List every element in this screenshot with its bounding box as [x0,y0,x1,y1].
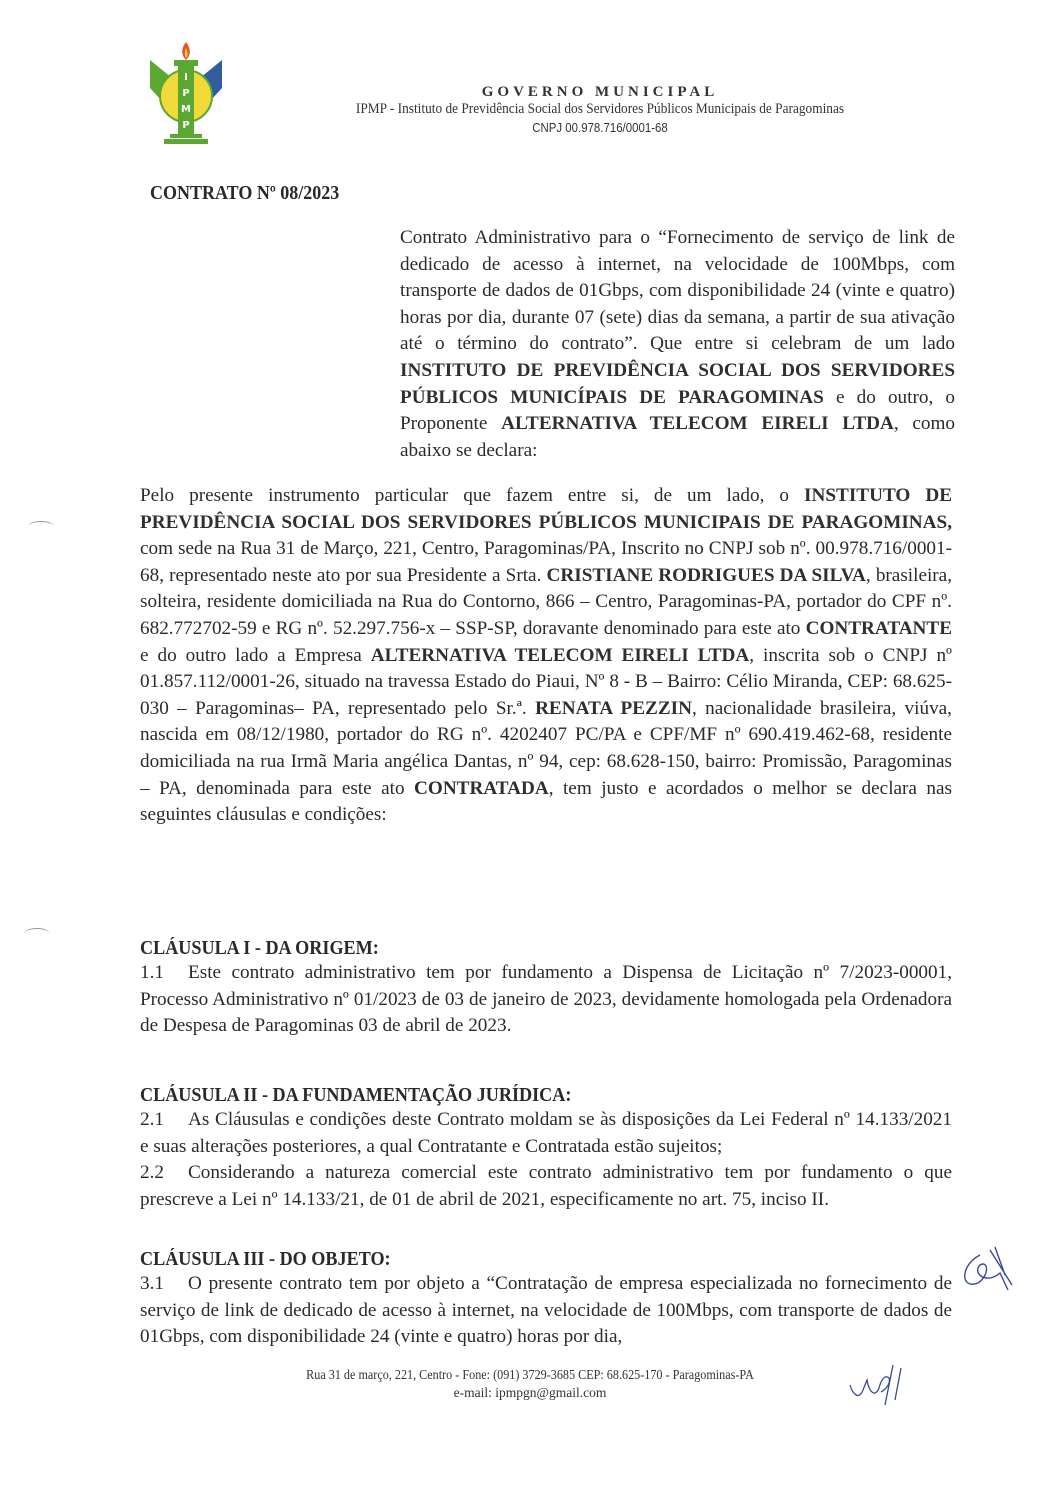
institute-cnpj: CNPJ 00.978.716/0001-68 [532,120,668,135]
body-text: com sede na Rua 31 de Março, 221, Centro, Paragominas/PA, Inscrito no CNPJ sob nº. 00.978.716/0001-68, representado neste ato por sua Presidente a Srta. [140,538,952,586]
item-text: O presente contrato tem por objeto a “Contratação de empresa especializada no fornecimento de serviço de link de dedicado de acesso à internet, na velocidade de 100Mbps, com transporte de dados de 01Gbps, com disponibilidade 24 (vinte e quatro) horas por dia, [140,1273,952,1348]
body-text: , tem justo e acordados o melhor se declara nas seguintes cláusulas e condições: [140,777,952,826]
preamble-text: , como abaixo se declara: [400,413,955,461]
clause-item [140,960,952,1040]
footer-address: Rua 31 de março, 221, Centro - Fone: (091) 3729-3685 CEP: 68.625-170 - Paragominas-PA [306,1367,754,1382]
item-text: As Cláusulas e condições deste Contrato moldam se às disposições da Lei Federal nº 14.133/2021 e suas alterações posteriores, a qual Contratante e Contratada estão sujeitos; [140,1109,952,1157]
footer-email: e-mail: ipmpgn@gmail.com [453,1385,607,1400]
government-title: GOVERNO MUNICIPAL [481,84,719,100]
svg-text:I: I [184,72,188,83]
svg-text:P: P [182,120,190,131]
clause-title: CLÁUSULA II - DA FUNDAMENTAÇÃO JURÍDICA: [140,1085,572,1106]
contract-number: CONTRATO Nº 08/2023 [150,182,340,204]
contratada-label: CONTRATADA [414,777,549,799]
body-text: e do outro lado a Empresa [140,644,371,666]
institute-name: IPMP - Instituto de Previdência Social dos Servidores Públicos Municipais de Paragominas [355,101,845,117]
clause-title: CLÁUSULA I - DA ORIGEM: [140,938,379,959]
clause-3 [140,1249,952,1351]
ipmp-logo [146,40,226,152]
representative-name: RENATA PEZZIN [535,697,692,719]
parties-paragraph [140,483,952,829]
punch-hole-mark [24,928,50,939]
clause-item [140,1107,952,1160]
item-number: 2.2 [140,1162,164,1184]
clause-item [140,1271,952,1351]
punch-hole-mark [28,521,54,532]
body-text: Pelo presente instrumento particular que fazem entre si, de um lado, o [140,485,805,506]
clause-2 [140,1085,952,1213]
clause-title: CLÁUSULA III - DO OBJETO: [140,1249,391,1270]
svg-text:M: M [181,104,191,115]
item-text: Este contrato administrativo tem por fundamento a Dispensa de Licitação nº 7/2023-00001, Processo Administrativo nº 01/2023 de 03 de janeiro de 2023, devidamente homologada pela Ordenadora de Despesa de Paragominas 03 de abril de 2023. [140,962,952,1037]
item-number: 3.1 [140,1273,164,1294]
contractor-name: INSTITUTO DE PREVIDÊNCIA SOCIAL DOS SERVIDORES PÚBLICOS MUNICÍPAIS DE PARAGOMINAS [400,359,955,408]
preamble-text: e do outro, o Proponente [400,386,956,435]
item-number: 2.1 [140,1109,164,1130]
contracted-name: ALTERNATIVA TELECOM EIRELI LTDA [501,413,894,435]
body-text: , nacionalidade brasileira, viúva, nascida em 08/12/1980, portador do RG nº. 4202407 PC/PA e CPF/MF nº 690.419.462-68, residente domiciliada na rua Irmã Maria angélica Dantas, nº 94, cep: 68.628-150, bairro: Promissão, Paragominas – PA, denominada para este ato [140,697,952,799]
institute-bold: INSTITUTO DE PREVIDÊNCIA SOCIAL DOS SERVIDORES PÚBLICOS MUNICIPAIS DE PARAGOMINAS, [140,485,952,533]
body-text: , inscrita sob o CNPJ nº 01.857.112/0001-26, situado na travessa Estado do Piaui, Nº 8 - B – Bairro: Célio Miranda, CEP: 68.625-030 – Paragominas– PA, representado pelo Sr.ª. [140,644,953,719]
company-name: ALTERNATIVA TELECOM EIRELI LTDA [370,644,750,666]
president-name: CRISTIANE RODRIGUES DA SILVA [546,564,866,586]
page-footer [200,1366,860,1402]
clause-1 [140,938,952,1040]
clause-item [140,1160,952,1213]
signature-initials-icon [950,1245,1030,1310]
svg-text:P: P [182,88,190,99]
body-text: , brasileira, solteira, residente domiciliada na Rua do Contorno, 866 – Centro, Paragominas-PA, portador do CPF nº. 682.772702-59 e RG nº. 52.297.756-x – SSP-SP, doravante denominado para este ato [140,564,952,639]
item-number: 1.1 [140,962,164,983]
item-text: Considerando a natureza comercial este contrato administrativo tem por fundamento o que prescreve a Lei nº 14.133/21, de 01 de abril de 2021, especificamente no art. 75, inciso II. [140,1162,952,1210]
preamble-text: Contrato Administrativo para o “Fornecimento de serviço de link de dedicado de acesso à internet, na velocidade de 100Mbps, com transporte de dados de 01Gbps, com disponibilidade 24 (vinte e quatro) horas por dia, durante 07 (sete) dias da semana, a partir de sua ativação até o término do contrato”. Que entre si celebram de um lado [400,227,955,355]
contract-preamble [400,225,955,464]
signature-rubric-icon [845,1360,915,1415]
contratante-label: CONTRATANTE [805,617,952,639]
